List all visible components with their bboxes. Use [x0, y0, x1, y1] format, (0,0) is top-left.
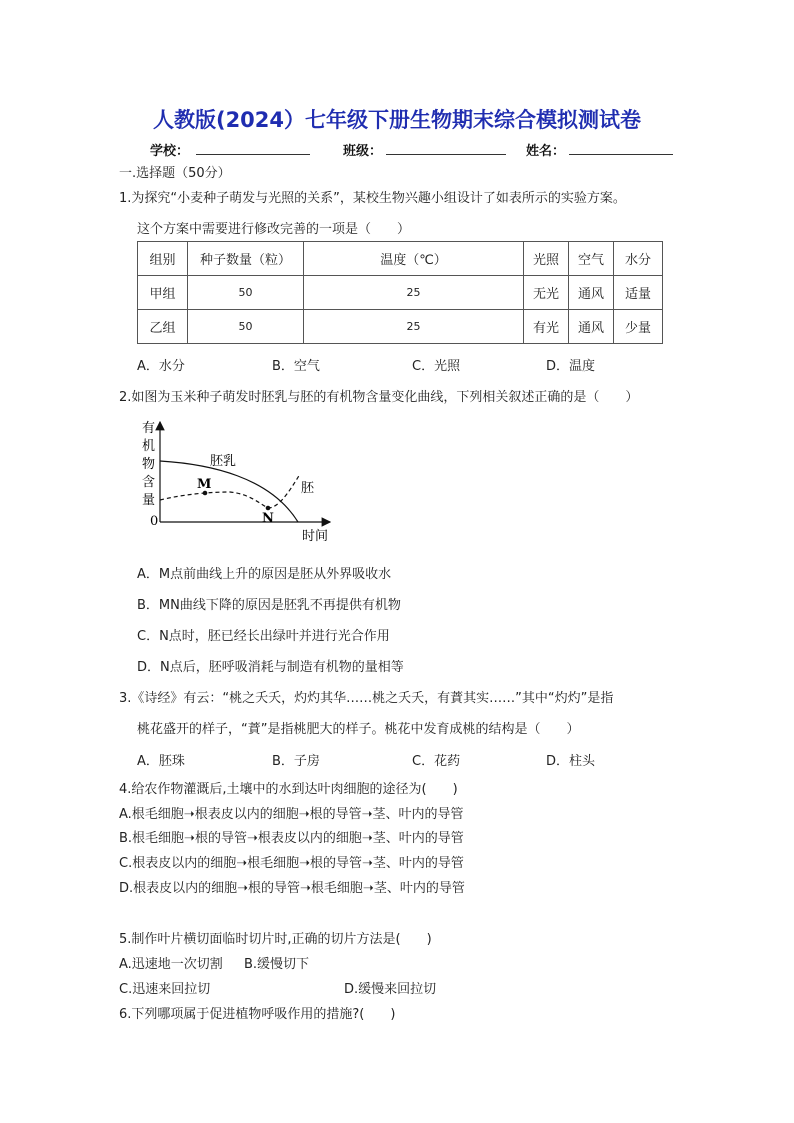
- table-cell: 少量: [614, 310, 663, 344]
- table-header-cell: 组别: [138, 242, 188, 276]
- table-row: [138, 310, 663, 344]
- table-cell: 乙组: [138, 310, 188, 344]
- question-6-stem: 6.下列哪项属于促进植物呼吸作用的措施?( ): [119, 1007, 396, 1022]
- point-n-label: N: [262, 511, 274, 526]
- option-1b[interactable]: B．空气: [272, 359, 320, 374]
- option-3b[interactable]: B．子房: [272, 754, 320, 769]
- section-heading: 一.选择题（50分）: [119, 166, 231, 181]
- option-3d[interactable]: D．柱头: [546, 754, 596, 769]
- table-cell: 无光: [524, 276, 569, 310]
- x-axis-label: 时间: [302, 529, 329, 544]
- option-4a[interactable]: A.根毛细胞➝根表皮以内的细胞➝根的导管➝茎、叶内的导管: [119, 807, 464, 822]
- option-5b[interactable]: B.缓慢切下: [244, 957, 310, 972]
- option-5d[interactable]: D.缓慢来回拉切: [344, 982, 437, 997]
- option-1a[interactable]: A．水分: [137, 359, 185, 374]
- y-axis-char: 有: [142, 421, 156, 436]
- option-3a[interactable]: A．胚珠: [137, 754, 185, 769]
- name-label: 姓名：: [526, 144, 566, 159]
- option-1d[interactable]: D．温度: [546, 359, 596, 374]
- option-4b[interactable]: B.根毛细胞➝根的导管➝根表皮以内的细胞➝茎、叶内的导管: [119, 831, 464, 846]
- question-3-stem: 3.《诗经》有云：“桃之夭夭，灼灼其华……桃之夭夭，有蕡其实……”其中“灼灼”是指: [119, 691, 614, 706]
- question-5-stem: 5.制作叶片横切面临时切片时,正确的切片方法是( ): [119, 932, 432, 947]
- embryo-label: 胚: [301, 481, 315, 496]
- question-4-stem: 4.给农作物灌溉后,土壤中的水到达叶肉细胞的途径为( ): [119, 782, 458, 797]
- table-header-cell: 光照: [524, 242, 569, 276]
- question-2-stem: 2.如图为玉米种子萌发时胚乳与胚的有机物含量变化曲线，下列相关叙述正确的是（ ）: [119, 390, 639, 405]
- table-cell: 25: [304, 310, 524, 344]
- y-axis-char: 量: [142, 493, 156, 508]
- option-2c[interactable]: C．N点时，胚已经长出绿叶并进行光合作用: [137, 629, 390, 644]
- table-cell: 通风: [569, 276, 614, 310]
- option-2a[interactable]: A．M点前曲线上升的原因是胚从外界吸收水: [137, 567, 392, 582]
- table-row: [138, 276, 663, 310]
- option-2b[interactable]: B．MN曲线下降的原因是胚乳不再提供有机物: [137, 598, 401, 613]
- class-field[interactable]: [386, 154, 506, 155]
- option-4c[interactable]: C.根表皮以内的细胞➝根毛细胞➝根的导管➝茎、叶内的导管: [119, 856, 464, 871]
- table-header-row: [138, 242, 663, 276]
- school-label: 学校：: [150, 144, 190, 159]
- option-4d[interactable]: D.根表皮以内的细胞➝根的导管➝根毛细胞➝茎、叶内的导管: [119, 881, 465, 896]
- table-cell: 有光: [524, 310, 569, 344]
- point-m-label: M: [197, 477, 212, 492]
- origin-label: 0: [150, 514, 159, 529]
- school-field[interactable]: [196, 154, 310, 155]
- class-label: 班级：: [343, 144, 383, 159]
- table-header-cell: 温度（℃）: [304, 242, 524, 276]
- embryo-curve: [160, 474, 300, 508]
- table-header-cell: 空气: [569, 242, 614, 276]
- point-n-dot: [266, 506, 271, 511]
- page-title: 人教版(2024）七年级下册生物期末综合模拟测试卷: [152, 108, 642, 132]
- table-cell: 50: [188, 276, 304, 310]
- option-5c[interactable]: C.迅速来回拉切: [119, 982, 211, 997]
- experiment-table: [137, 241, 663, 344]
- option-3c[interactable]: C．花药: [412, 754, 461, 769]
- endosperm-curve: [160, 461, 298, 522]
- table-header-cell: 种子数量（粒）: [188, 242, 304, 276]
- table-cell: 50: [188, 310, 304, 344]
- y-axis-char: 机: [142, 439, 156, 454]
- option-1c[interactable]: C．光照: [412, 359, 461, 374]
- y-axis-char: 物: [142, 457, 156, 472]
- question-1-stem: 1.为探究“小麦种子萌发与光照的关系”，某校生物兴趣小组设计了如表所示的实验方案。: [119, 191, 626, 206]
- organic-matter-chart: [130, 412, 340, 552]
- table-cell: 25: [304, 276, 524, 310]
- y-axis-char: 含: [142, 475, 156, 490]
- name-field[interactable]: [569, 154, 673, 155]
- option-5a[interactable]: A.迅速地一次切割: [119, 957, 223, 972]
- endosperm-label: 胚乳: [210, 454, 237, 469]
- table-cell: 适量: [614, 276, 663, 310]
- option-2d[interactable]: D．N点后，胚呼吸消耗与制造有机物的量相等: [137, 660, 404, 675]
- question-1-stem-cont: 这个方案中需要进行修改完善的一项是（ ）: [137, 222, 411, 237]
- question-3-stem-cont: 桃花盛开的样子，“蕡”是指桃肥大的样子。桃花中发育成桃的结构是（ ）: [137, 722, 580, 737]
- table-cell: 甲组: [138, 276, 188, 310]
- table-cell: 通风: [569, 310, 614, 344]
- table-header-cell: 水分: [614, 242, 663, 276]
